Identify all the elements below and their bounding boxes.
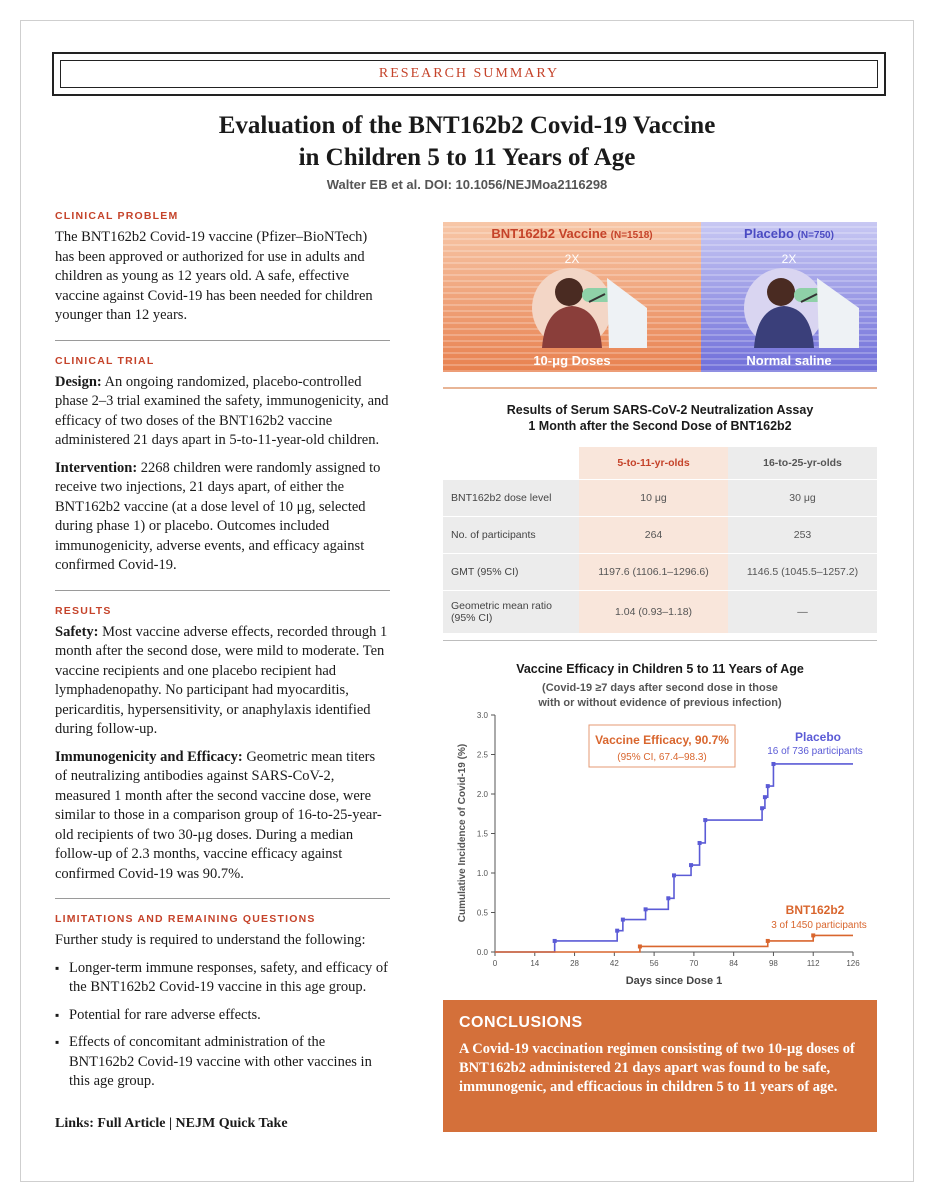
authors-doi: Walter EB et al. DOI: 10.1056/NEJMoa2116298 [326, 177, 608, 192]
vaccine-legend: BNT162b2 [785, 903, 845, 917]
placebo-event-point [666, 896, 670, 900]
cell-5-11: 1.04 (0.93–1.18) [579, 591, 728, 634]
vaccine-arm-n: (N=1518) [610, 230, 653, 241]
chart-subtitle-line-1: (Covid-19 ≥7 days after second dose in those [542, 682, 778, 694]
vaccine-arm-name: BNT162b2 Vaccine [491, 226, 608, 241]
column-header-16-25: 16-to-25-yr-olds [728, 447, 877, 480]
placebo-arm-n: (N=750) [797, 230, 834, 241]
placebo-arm-name: Placebo [744, 226, 794, 241]
x-tick-label: 112 [806, 959, 820, 968]
x-tick-label: 98 [768, 959, 778, 968]
y-tick-label: 3.0 [476, 711, 488, 720]
y-axis-label: Cumulative Incidence of Covid-19 (%) [457, 743, 468, 923]
placebo-event-point [689, 863, 693, 867]
divider [55, 898, 390, 899]
row-label: BNT162b2 dose level [443, 480, 579, 517]
neutralization-table-title [443, 402, 877, 434]
conclusions-box [443, 1000, 877, 1132]
vaccine-arm-panel [443, 222, 701, 372]
placebo-event-point [760, 806, 764, 810]
table-row [443, 480, 877, 517]
vaccine-legend-note: 3 of 1450 participants [771, 920, 867, 931]
research-summary-banner [52, 52, 886, 96]
chart-title: Vaccine Efficacy in Children 5 to 11 Years of Age [516, 662, 804, 676]
injection-illustration-icon [497, 268, 647, 348]
placebo-dose-label: Normal saline [746, 353, 832, 368]
cell-16-25: — [728, 591, 877, 634]
table-row [443, 517, 877, 554]
vaccine-event-point [766, 939, 770, 943]
divider [55, 590, 390, 591]
left-column [55, 210, 390, 1100]
neutralization-table [443, 446, 877, 633]
safety-paragraph [55, 623, 390, 740]
safety-label: Safety: [55, 623, 99, 640]
x-tick-label: 14 [530, 959, 540, 968]
results-heading: RESULTS [55, 604, 112, 617]
section-rule [443, 387, 877, 389]
placebo-event-point [766, 784, 770, 788]
links[interactable]: Links: Full Article | NEJM Quick Take [55, 1116, 288, 1131]
intervention-paragraph [55, 459, 390, 576]
y-tick-label: 0.0 [476, 948, 488, 957]
row-label: GMT (95% CI) [443, 554, 579, 591]
list-item: ▪ Potential for rare adverse effects. [55, 1006, 390, 1026]
placebo-event-point [621, 918, 625, 922]
x-axis-label: Days since Dose 1 [625, 975, 723, 987]
placebo-event-point [771, 762, 775, 766]
design-paragraph [55, 373, 390, 451]
vaccine-event-point [811, 933, 815, 937]
cell-5-11: 10 μg [579, 480, 728, 517]
table-header-row [443, 447, 877, 480]
x-tick-label: 42 [609, 959, 619, 968]
placebo-event-point [672, 873, 676, 877]
y-tick-label: 2.5 [476, 750, 488, 760]
x-tick-label: 84 [729, 959, 739, 968]
y-tick-group [477, 711, 495, 957]
list-item: ▪ Longer-term immune responses, safety, and efficacy of the BNT162b2 Covid-19 vaccine in this age group. [55, 959, 390, 998]
x-tick-label: 0 [492, 959, 498, 968]
y-tick-label: 2.0 [476, 790, 488, 799]
table-title-line-2: 1 Month after the Second Dose of BNT162b2 [528, 419, 792, 433]
efficacy-ci: (95% CI, 67.4–98.3) [617, 752, 707, 763]
vaccine-dose-label: 10-μg Doses [533, 353, 611, 368]
clinical-trial-heading: CLINICAL TRIAL [55, 354, 155, 367]
limitations-list [55, 959, 390, 1092]
cell-5-11: 264 [579, 517, 728, 554]
placebo-event-point [763, 795, 767, 799]
column-header-5-11: 5-to-11-yr-olds [579, 447, 728, 480]
intervention-label: Intervention: [55, 459, 138, 476]
table-title-line-1: Results of Serum SARS-CoV-2 Neutralization Assay [506, 403, 814, 417]
vaccine-series-line [495, 935, 853, 952]
x-tick-label: 56 [649, 959, 659, 968]
placebo-arm-panel [701, 222, 877, 372]
page-title [0, 110, 934, 174]
cell-5-11: 1197.6 (1106.1–1296.6) [579, 554, 728, 591]
x-tick-group [493, 952, 860, 968]
banner-label: RESEARCH SUMMARY [378, 66, 560, 81]
placebo-event-point [698, 841, 702, 845]
immunogenicity-paragraph [55, 748, 390, 885]
vaccine-arm-title [443, 226, 701, 241]
design-label: Design: [55, 373, 102, 390]
chart-subtitle-line-2: with or without evidence of previous infection) [538, 697, 782, 709]
limitations-intro: Further study is required to understand the following: [55, 932, 366, 948]
divider [55, 340, 390, 341]
row-label: Geometric mean ratio (95% CI) [443, 591, 579, 634]
placebo-legend-note: 16 of 736 participants [767, 746, 863, 757]
vaccine-dose-count: 2X [564, 252, 580, 266]
cell-16-25: 1146.5 (1045.5–1257.2) [728, 554, 877, 591]
y-tick-label: 0.5 [476, 908, 488, 918]
title-line-1: Evaluation of the BNT162b2 Covid-19 Vaccine [218, 112, 716, 139]
efficacy-annotation: Vaccine Efficacy, 90.7% [595, 733, 729, 747]
placebo-dose-count: 2X [781, 252, 797, 266]
efficacy-chart [443, 700, 877, 992]
placebo-event-point [644, 907, 648, 911]
safety-text: Most vaccine adverse effects, recorded through 1 month after the second dose, were mild to moderate. Ten vaccine recipients and one placebo recipient had lymphadenopathy. No participant had myocarditis, pericarditis, hypersensitivity, or anaphylaxis identified during follow-up. [55, 623, 388, 737]
x-tick-label: 70 [689, 959, 699, 968]
y-tick-label: 1.0 [476, 869, 488, 878]
immunogenicity-label: Immunogenicity and Efficacy: [55, 748, 243, 765]
limitations-heading: LIMITATIONS AND REMAINING QUESTIONS [55, 913, 316, 925]
list-item: ▪ Effects of concomitant administration of the BNT162b2 Covid-19 vaccine with other vaccines in this age group. [55, 1033, 390, 1092]
intervention-text: 2268 children were randomly assigned to receive two injections, 21 days apart, of either the BNT162b2 vaccine (at a dose level of 10 μg, selected during phase 1) or placebo. Outcomes included immunogenicity, adverse events, and efficacy against confirmed Covid-19. [55, 459, 381, 573]
title-line-2: in Children 5 to 11 Years of Age [298, 144, 636, 171]
conclusions-heading: CONCLUSIONS [459, 1014, 583, 1031]
x-tick-label: 28 [570, 959, 580, 968]
table-corner [443, 447, 579, 480]
clinical-problem-text: The BNT162b2 Covid-19 vaccine (Pfizer–BioNTech) has been approved or authorized for use in adults and children as young as 12 years old. A safe, effective vaccine against Covid-19 has been needed for children younger than 12 years. [55, 229, 373, 323]
section-rule [443, 640, 877, 641]
row-label: No. of participants [443, 517, 579, 554]
table-row [443, 554, 877, 591]
placebo-arm-title [701, 226, 877, 241]
placebo-event-point [553, 939, 557, 943]
vaccine-event-point [638, 944, 642, 948]
placebo-event-point [703, 818, 707, 822]
conclusions-text: A Covid-19 vaccination regimen consisting of two 10-μg doses of BNT162b2 administered 21 days apart was found to be safe, immunogenic, and efficacious in children 5 to 11 years of age. [459, 1041, 855, 1095]
cell-16-25: 253 [728, 517, 877, 554]
cell-16-25: 30 μg [728, 480, 877, 517]
clinical-problem-heading: CLINICAL PROBLEM [55, 210, 179, 222]
table-row [443, 591, 877, 634]
injection-illustration-icon [719, 268, 859, 348]
immunogenicity-text: Geometric mean titers of neutralizing antibodies against SARS-CoV-2, measured 1 month after the second vaccine dose, were similar to those in a comparison group of 16-to-25-year-old recipients of two 30-μg doses. During a median follow-up of 2.3 months, vaccine efficacy against confirmed Covid-19 was 90.7%. [55, 748, 382, 882]
placebo-legend: Placebo [794, 730, 842, 744]
x-tick-label: 126 [846, 959, 860, 968]
y-tick-label: 1.5 [476, 829, 488, 839]
trial-arms-illustration [443, 222, 877, 372]
placebo-event-point [615, 929, 619, 933]
design-text: An ongoing randomized, placebo-controlled phase 2–3 trial examined the safety, immunogenicity, and efficacy of two doses of the BNT162b2 vaccine administered 21 days apart in 5-to-11-year-old children. [55, 373, 389, 448]
